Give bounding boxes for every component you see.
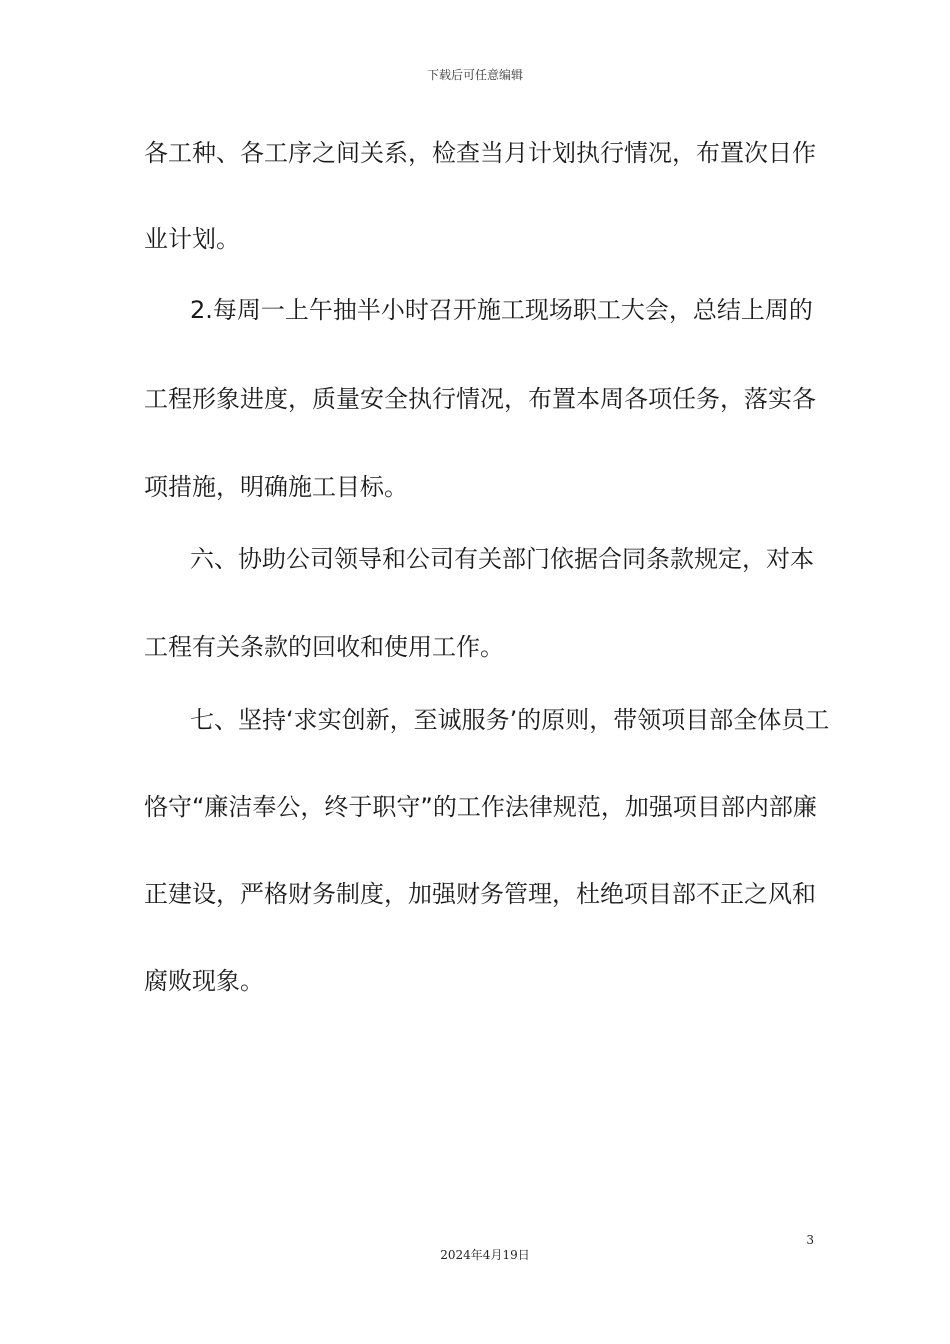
paragraph-line: 工程有关条款的回收和使用工作。 (144, 633, 504, 661)
paragraph-line: 业计划。 (144, 225, 240, 253)
paragraph-line: 工程形象进度，质量安全执行情况，布置本周各项任务，落实各 (144, 385, 816, 413)
paragraph-line: 腐败现象。 (144, 967, 264, 995)
paragraph-line: 项措施，明确施工目标。 (144, 473, 408, 501)
page-number: 3 (806, 1233, 814, 1247)
paragraph-line: 恪守“廉洁奉公，终于职守”的工作法律规范，加强项目部内部廉 (144, 793, 817, 821)
paragraph-line: 正建设，严格财务制度，加强财务管理，杜绝项目部不正之风和 (144, 880, 816, 908)
paragraph-line: 六、协助公司领导和公司有关部门依据合同条款规定，对本 (190, 545, 814, 573)
paragraph-line: 各工种、各工序之间关系，检查当月计划执行情况，布置次日作 (144, 139, 816, 167)
paragraph-line: 七、坚持‘求实创新，至诚服务’的原则，带领项目部全体员工 (190, 706, 830, 734)
page-header: 下载后可任意编辑 (426, 68, 523, 82)
footer-date: 2024年4月19日 (440, 1248, 530, 1262)
paragraph-line: 2.每周一上午抽半小时召开施工现场职工大会，总结上周的 (190, 296, 813, 324)
